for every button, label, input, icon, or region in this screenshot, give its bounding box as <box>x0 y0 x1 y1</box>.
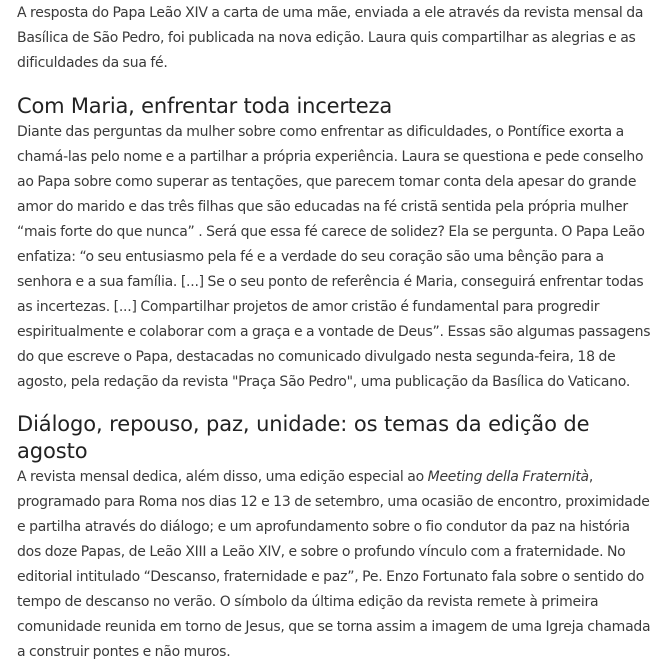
section-heading-com-maria: Com Maria, enfrentar toda incerteza <box>17 94 392 118</box>
intro-paragraph: A resposta do Papa Leão XIV a carta de uma mãe, enviada a ele através da revista mensal da Basílica de São Pedro, foi publicada na nova edição. Laura quis compartilhar as alegrias e as dificuldades da sua fé. <box>17 5 644 71</box>
section-heading-dialogo: Diálogo, repouso, paz, unidade: os temas da edição de agosto <box>17 412 590 463</box>
section-paragraph-com-maria: Diante das perguntas da mulher sobre como enfrentar as dificuldades, o Pontífice exorta a chamá-las pelo nome e a partilhar a própria experiência. Laura se questiona e pede conselho ao Papa sobre como superar as tentações, que parecem tomar conta dela apesar do grande amor do marido e das três filhas que são educadas na fé cristã sentida pela própria mulher “mais forte do que nunca” . Será que essa fé carece de solidez? Ela se pergunta. O Papa Leão enfatiza: “o seu entusiasmo pela fé e a verdade do seu coração são uma bênção para a senhora e a sua família. [...] Se o seu ponto de referência é Maria, conseguirá enfrentar todas as incertezas. [...] Compartilhar projetos de amor cristão é fundamental para progredir espiritualmente e colaborar com a graça e a vontade de Deus”. Essas são algumas passagens do que escreve o Papa, destacadas no comunicado divulgado nesta segunda-feira, 18 de agosto, pela redação da revista "Praça São Pedro", uma publicação da Basílica do Vaticano. <box>17 124 651 390</box>
section-paragraph-dialogo <box>17 465 652 665</box>
paragraph-text-end: , programado para Roma nos dias 12 e 13 de setembro, uma ocasião de encontro, proximidade e partilha através do diálogo; e um aprofundamento sobre o fio condutor da paz na história dos doze Papas, de Leão XIII a Leão XIV, e sobre o profundo vínculo com a fraternidade. No editorial intitulado “Descanso, fraternidade e paz”, Pe. Enzo Fortunato fala sobre o sentido do tempo de descanso no verão. O símbolo da última edição da revista remete à primeira comunidade reunida em torno de Jesus, que se torna assim a imagem de uma Igreja chamada a construir pontes e não muros. <box>17 469 651 660</box>
meeting-title-emphasis: Meeting della Fraternità <box>427 469 589 485</box>
paragraph-text-start: A revista mensal dedica, além disso, uma edição especial ao <box>17 469 428 485</box>
